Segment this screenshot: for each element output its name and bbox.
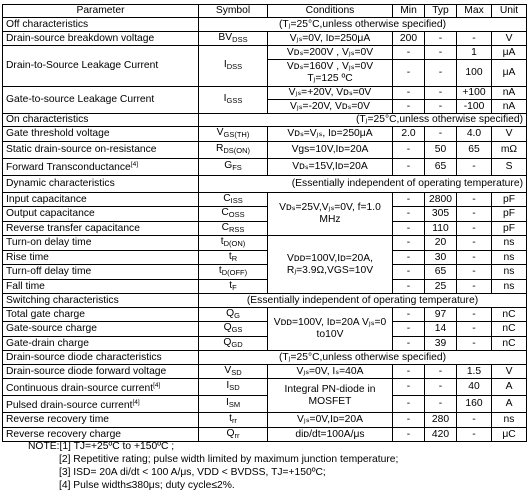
max-cell: 1 bbox=[457, 46, 492, 60]
note-3: [3] ISD= 20A di/dt < 100 A/μs, VDD < BVDSS, TJ=+150ºC; bbox=[59, 467, 326, 478]
section-row-off bbox=[3, 18, 527, 32]
conditions-cell: Vⱼₛ=+20V, Vᴅₛ=0V bbox=[268, 86, 393, 100]
symbol-cell: $V_{GS(TH)}$ bbox=[199, 127, 268, 142]
table-row bbox=[3, 86, 527, 100]
unit-cell: pF bbox=[492, 207, 527, 222]
max-cell: - bbox=[457, 158, 492, 175]
unit-cell: pF bbox=[492, 221, 527, 236]
symbol-cell: $V_{SD}$ bbox=[199, 364, 268, 379]
max-cell: - bbox=[457, 322, 492, 337]
typ-cell: - bbox=[425, 364, 457, 379]
section-note: (Essentially independent of operating temperature) bbox=[199, 175, 527, 192]
min-cell: - bbox=[393, 279, 425, 294]
symbol-cell: $Q_{rr}$ bbox=[199, 427, 268, 442]
max-cell: 65 bbox=[457, 141, 492, 158]
symbol-cell: $I_{SD}$ bbox=[199, 379, 268, 396]
unit-cell: ns bbox=[492, 236, 527, 251]
max-cell: - bbox=[457, 413, 492, 428]
min-cell: - bbox=[393, 427, 425, 442]
conditions-cell: Vⱼₛ=0V, Iᴅ=250μA bbox=[268, 31, 393, 46]
parameter-cell: Gate-to-source Leakage Current bbox=[3, 86, 199, 113]
unit-cell: μA bbox=[492, 46, 527, 60]
unit-cell: ns bbox=[492, 250, 527, 265]
parameter-cell: Fall time bbox=[3, 279, 199, 294]
table-row bbox=[3, 141, 527, 158]
typ-cell: - bbox=[425, 31, 457, 46]
typ-cell: 30 bbox=[425, 250, 457, 265]
unit-cell: V bbox=[492, 364, 527, 379]
section-note: (Tⱼ=25°C,unless otherwise specified) bbox=[199, 351, 527, 365]
electrical-characteristics-table bbox=[2, 4, 527, 442]
min-cell: - bbox=[393, 221, 425, 236]
unit-cell: V bbox=[492, 31, 527, 46]
conditions-cell: Vᴅᴅ=100V, Iᴅ=20A Vⱼₛ=0 to10V bbox=[268, 307, 393, 351]
table-row bbox=[3, 192, 527, 207]
symbol-cell: $I_{SM}$ bbox=[199, 396, 268, 413]
symbol-cell: $t_{D(ON)}$ bbox=[199, 236, 268, 251]
conditions-cell: Integral PN-diode in MOSFET bbox=[268, 379, 393, 413]
section-title: Off characteristics bbox=[3, 18, 199, 32]
max-cell: - bbox=[457, 250, 492, 265]
symbol-cell: $C_{OSS}$ bbox=[199, 207, 268, 222]
max-cell: -100 bbox=[457, 100, 492, 114]
max-cell: - bbox=[457, 207, 492, 222]
unit-cell: nC bbox=[492, 307, 527, 322]
conditions-cell: Vᴅₛ=25V,Vⱼₛ=0V, f=1.0 MHz bbox=[268, 192, 393, 236]
table-row bbox=[3, 207, 527, 222]
min-cell: - bbox=[393, 336, 425, 351]
typ-cell: 20 bbox=[425, 236, 457, 251]
table-row bbox=[3, 396, 527, 413]
table-row bbox=[3, 307, 527, 322]
symbol-cell: $t_R$ bbox=[199, 250, 268, 265]
typ-cell: 65 bbox=[425, 158, 457, 175]
conditions-cell: Vᴅₛ=200V , Vⱼₛ=0V bbox=[268, 46, 393, 60]
conditions-cell: Vᴅₛ=15V,Iᴅ=20A bbox=[268, 158, 393, 175]
section-row-on bbox=[3, 113, 527, 127]
typ-cell: 110 bbox=[425, 221, 457, 236]
symbol-cell: $C_{ISS}$ bbox=[199, 192, 268, 207]
typ-cell: 65 bbox=[425, 265, 457, 280]
parameter-cell: Rise time bbox=[3, 250, 199, 265]
min-cell: - bbox=[393, 413, 425, 428]
unit-cell: mΩ bbox=[492, 141, 527, 158]
parameter-cell: Turn-on delay time bbox=[3, 236, 199, 251]
max-cell: +100 bbox=[457, 86, 492, 100]
table-row bbox=[3, 379, 527, 396]
max-cell: 100 bbox=[457, 59, 492, 86]
min-cell: - bbox=[393, 379, 425, 396]
section-title: Switching characteristics bbox=[3, 294, 199, 308]
unit-cell: μC bbox=[492, 427, 527, 442]
min-cell: - bbox=[393, 59, 425, 86]
table-row bbox=[3, 336, 527, 351]
typ-cell: 97 bbox=[425, 307, 457, 322]
typ-cell: 420 bbox=[425, 427, 457, 442]
max-cell: - bbox=[457, 31, 492, 46]
typ-cell: 2800 bbox=[425, 192, 457, 207]
max-cell: - bbox=[457, 427, 492, 442]
header-symbol: Symbol bbox=[199, 5, 268, 18]
max-cell: 40 bbox=[457, 379, 492, 396]
max-cell: 160 bbox=[457, 396, 492, 413]
typ-cell: - bbox=[425, 379, 457, 396]
unit-cell: V bbox=[492, 127, 527, 142]
unit-cell: nA bbox=[492, 100, 527, 114]
unit-cell: pF bbox=[492, 192, 527, 207]
typ-cell: 305 bbox=[425, 207, 457, 222]
min-cell: - bbox=[393, 207, 425, 222]
symbol-cell: $R_{DS(ON)}$ bbox=[199, 141, 268, 158]
unit-cell: nC bbox=[492, 336, 527, 351]
min-cell: - bbox=[393, 396, 425, 413]
section-row-diode bbox=[3, 351, 527, 365]
conditions-cell: Vᴅₛ=Vⱼₛ, Iᴅ=250μA bbox=[268, 127, 393, 142]
min-cell: - bbox=[393, 265, 425, 280]
conditions-cell: Vᴅₛ=160V , Vⱼₛ=0V Tⱼ=125 ºC bbox=[268, 59, 393, 86]
symbol-cell: $t_F$ bbox=[199, 279, 268, 294]
max-cell: - bbox=[457, 236, 492, 251]
min-cell: - bbox=[393, 250, 425, 265]
min-cell: - bbox=[393, 141, 425, 158]
symbol-cell: $Q_G$ bbox=[199, 307, 268, 322]
section-row-dynamic bbox=[3, 175, 527, 192]
parameter-cell: Reverse recovery time bbox=[3, 413, 199, 428]
section-title: Dynamic characteristics bbox=[3, 175, 199, 192]
parameter-cell: Pulsed drain-source current[4] bbox=[3, 396, 199, 413]
parameter-cell: Continuous drain-source current[4] bbox=[3, 379, 199, 396]
min-cell: - bbox=[393, 192, 425, 207]
max-cell: 4.0 bbox=[457, 127, 492, 142]
table-row bbox=[3, 221, 527, 236]
unit-cell: nC bbox=[492, 322, 527, 337]
header-typ: Typ bbox=[425, 5, 457, 18]
unit-cell: S bbox=[492, 158, 527, 175]
section-note: (Essentially independent of operating temperature) bbox=[199, 294, 527, 308]
parameter-cell: Total gate charge bbox=[3, 307, 199, 322]
table-row bbox=[3, 236, 527, 251]
conditions-cell: Vⱼₛ=0V, Iₛ=40A bbox=[268, 364, 393, 379]
conditions-cell: Vgs=10V,Iᴅ=20A bbox=[268, 141, 393, 158]
typ-cell: - bbox=[425, 86, 457, 100]
parameter-cell: Output capacitance bbox=[3, 207, 199, 222]
table-row bbox=[3, 158, 527, 175]
symbol-cell: $C_{RSS}$ bbox=[199, 221, 268, 236]
max-cell: 1.5 bbox=[457, 364, 492, 379]
table-row bbox=[3, 46, 527, 60]
min-cell: - bbox=[393, 100, 425, 114]
header-max: Max bbox=[457, 5, 492, 18]
parameter-cell: Drain-to-Source Leakage Current bbox=[3, 46, 199, 87]
max-cell: - bbox=[457, 221, 492, 236]
note-4: [4] Pulse width≤380μs; duty cycle≤2%. bbox=[59, 480, 235, 491]
symbol-cell: $G_{FS}$ bbox=[199, 158, 268, 175]
min-cell: 2.0 bbox=[393, 127, 425, 142]
unit-cell: μA bbox=[492, 59, 527, 86]
unit-cell: ns bbox=[492, 413, 527, 428]
min-cell: - bbox=[393, 158, 425, 175]
unit-cell: ns bbox=[492, 265, 527, 280]
max-cell: - bbox=[457, 279, 492, 294]
typ-cell: 25 bbox=[425, 279, 457, 294]
min-cell: - bbox=[393, 307, 425, 322]
min-cell: - bbox=[393, 322, 425, 337]
parameter-cell: Gate threshold voltage bbox=[3, 127, 199, 142]
symbol-cell: $t_{D(OFF)}$ bbox=[199, 265, 268, 280]
table-row bbox=[3, 127, 527, 142]
table-row bbox=[3, 413, 527, 428]
table-row bbox=[3, 265, 527, 280]
typ-cell: - bbox=[425, 127, 457, 142]
conditions-cell: Vⱼₛ=-20V, Vᴅₛ=0V bbox=[268, 100, 393, 114]
table-row bbox=[3, 322, 527, 337]
unit-cell: A bbox=[492, 396, 527, 413]
symbol-cell: $Q_{GD}$ bbox=[199, 336, 268, 351]
conditions-cell: Vᴅᴅ=100V,Iᴅ=20A, Rⱼ=3.9Ω,VGS=10V bbox=[268, 236, 393, 294]
table-row bbox=[3, 364, 527, 379]
typ-cell: 39 bbox=[425, 336, 457, 351]
min-cell: - bbox=[393, 364, 425, 379]
section-title: Drain-source diode characteristics bbox=[3, 351, 199, 365]
note-2: [2] Repetitive rating; pulse width limited by maximum junction temperature; bbox=[59, 454, 399, 465]
min-cell: - bbox=[393, 236, 425, 251]
max-cell: - bbox=[457, 265, 492, 280]
conditions-cell: Vⱼₛ=0V,Iᴅ=20A bbox=[268, 413, 393, 428]
parameter-cell: Reverse transfer capacitance bbox=[3, 221, 199, 236]
parameter-cell: Drain-source diode forward voltage bbox=[3, 364, 199, 379]
parameter-cell: Gate-source charge bbox=[3, 322, 199, 337]
parameter-cell: Input capacitance bbox=[3, 192, 199, 207]
conditions-cell: diᴅ/dt=100A/μs bbox=[268, 427, 393, 442]
symbol-cell: $t_{rr}$ bbox=[199, 413, 268, 428]
section-row-switching bbox=[3, 294, 527, 308]
table-row bbox=[3, 279, 527, 294]
header-parameter: Parameter bbox=[3, 5, 199, 18]
symbol-cell: $I_{DSS}$ bbox=[199, 46, 268, 87]
header-min: Min bbox=[393, 5, 425, 18]
max-cell: - bbox=[457, 336, 492, 351]
typ-cell: - bbox=[425, 100, 457, 114]
typ-cell: 280 bbox=[425, 413, 457, 428]
note-1: NOTE:[1] TJ=+25ºC to +150ºC ; bbox=[28, 441, 175, 452]
parameter-cell: Reverse recovery charge bbox=[3, 427, 199, 442]
parameter-cell: Gate-drain charge bbox=[3, 336, 199, 351]
parameter-cell: Static drain-source on-resistance bbox=[3, 141, 199, 158]
unit-cell: ns bbox=[492, 279, 527, 294]
typ-cell: - bbox=[425, 59, 457, 86]
header-unit: Unit bbox=[492, 5, 527, 18]
symbol-cell: $I_{GSS}$ bbox=[199, 86, 268, 113]
max-cell: - bbox=[457, 307, 492, 322]
table-header-row bbox=[3, 5, 527, 18]
section-title: On characteristics bbox=[3, 113, 199, 127]
header-conditions: Conditions bbox=[268, 5, 393, 18]
min-cell: - bbox=[393, 86, 425, 100]
table-row bbox=[3, 31, 527, 46]
min-cell: - bbox=[393, 46, 425, 60]
section-note: (Tⱼ=25°C,unless otherwise specified) bbox=[199, 18, 527, 32]
typ-cell: - bbox=[425, 46, 457, 60]
notes-block bbox=[28, 440, 398, 492]
table-row bbox=[3, 250, 527, 265]
min-cell: 200 bbox=[393, 31, 425, 46]
typ-cell: 14 bbox=[425, 322, 457, 337]
parameter-cell: Forward Transconductance[4] bbox=[3, 158, 199, 175]
unit-cell: nA bbox=[492, 86, 527, 100]
parameter-cell: Turn-off delay time bbox=[3, 265, 199, 280]
section-note: (Tⱼ=25°C,unless otherwise specified) bbox=[199, 113, 527, 127]
typ-cell: - bbox=[425, 396, 457, 413]
max-cell: - bbox=[457, 192, 492, 207]
typ-cell: 50 bbox=[425, 141, 457, 158]
unit-cell: A bbox=[492, 379, 527, 396]
parameter-cell: Drain-source breakdown voltage bbox=[3, 31, 199, 46]
symbol-cell: $BV_{DSS}$ bbox=[199, 31, 268, 46]
symbol-cell: $Q_{GS}$ bbox=[199, 322, 268, 337]
